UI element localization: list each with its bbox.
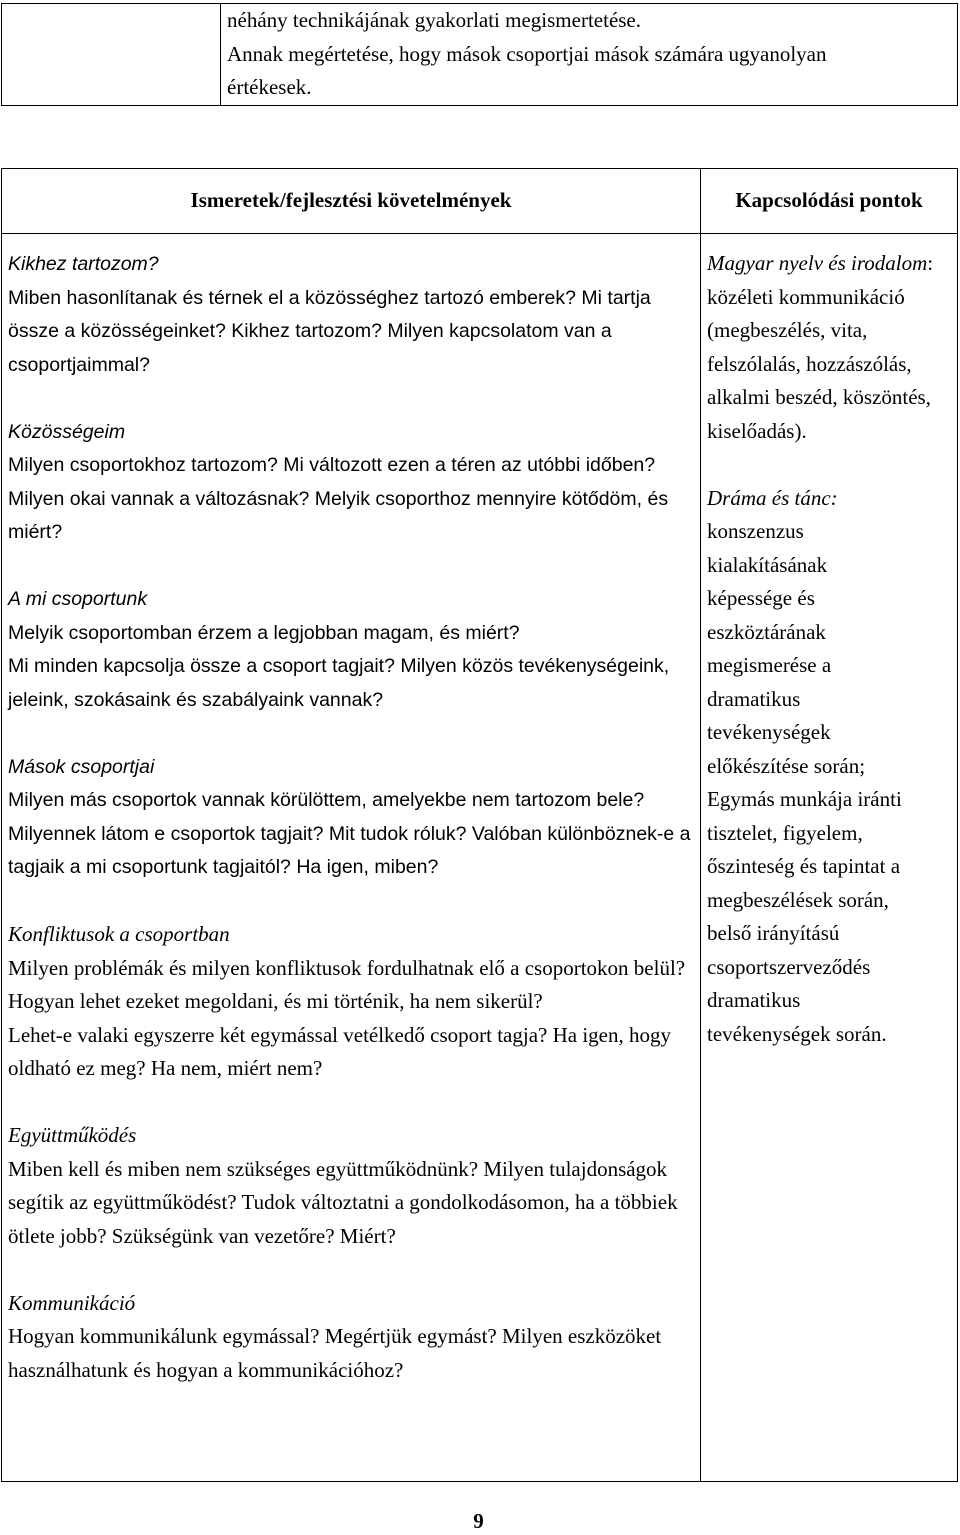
- drama-line-12: megbeszélések során,: [707, 887, 889, 912]
- drama-line-4: eszköztárának: [707, 619, 826, 644]
- drama-subject: Dráma és tánc:: [707, 485, 838, 510]
- drama-line-2: kialakításának: [707, 552, 828, 577]
- mi-csoportunk-body-1: Melyik csoportomban érzem a legjobban magam, és miért?: [8, 621, 520, 644]
- mi-csoportunk-title: A mi csoportunk: [8, 588, 148, 610]
- konfliktusok-body-1: Milyen problémák és milyen konfliktusok fordulhatnak elő a csoportokon belül? Hogyan lehet ezeket megoldani, és mi történik, ha nem sikerül?: [8, 955, 686, 1013]
- magyar-text: [707, 247, 951, 448]
- kommunikacio-body: Hogyan kommunikálunk egymással? Megértjük egymást? Milyen eszközöket használhatunk és hogyan a kommunikációhoz?: [8, 1324, 662, 1382]
- page-number: 9: [473, 1509, 484, 1533]
- kozossegeim-title: Közösségeim: [8, 420, 126, 443]
- drama-line-9: Egymás munkája iránti: [707, 787, 902, 811]
- block-kommunikacio: [8, 1287, 694, 1388]
- requirements-cell: [2, 234, 701, 1482]
- magyar-block: [707, 247, 951, 448]
- block-masok-csoportjai: [8, 751, 694, 885]
- block-intro: [8, 248, 694, 382]
- drama-line-10: tisztelet, figyelem,: [707, 820, 863, 845]
- drama-line-7: tevékenységek: [707, 720, 831, 744]
- connections-cell: [701, 234, 958, 1482]
- mi-csoportunk-body-2: Mi minden kapcsolja össze a csoport tagjait? Milyen közös tevékenységeink, jeleink, szokásaink és szabályaink vannak?: [8, 655, 670, 711]
- drama-line-15: dramatikus: [707, 988, 801, 1012]
- drama-line-8: előkészítése során;: [707, 753, 866, 778]
- top-line-1: néhány technikájának gyakorlati megismertetése.: [227, 8, 642, 32]
- konfliktusok-body-2: Lehet-e valaki egyszerre két egymással vetélkedő csoport tagja? Ha igen, hogy oldható ez meg? Ha nem, miért nem?: [8, 1022, 671, 1080]
- intro-title: Kikhez tartozom?: [8, 253, 159, 275]
- drama-block: [707, 482, 951, 1052]
- intro-body: Miben hasonlítanak és térnek el a közösséghez tartozó emberek? Mi tartja össze a közösségeinket? Kikhez tartozom? Milyen kapcsolatom van a csoportjaimmal?: [8, 286, 651, 376]
- top-line-3: értékesek.: [227, 75, 312, 99]
- drama-line-16: tevékenységek során.: [707, 1021, 887, 1046]
- header-right: Kapcsolódási pontok: [701, 169, 958, 234]
- magyar-subject: Magyar nyelv és irodalom: [707, 251, 928, 275]
- kozossegeim-body: Milyen csoportokhoz tartozom? Mi változott ezen a téren az utóbbi időben? Milyen okai vannak a változásnak? Melyik csoporthoz mennyire kötődöm, és miért?: [8, 454, 669, 543]
- masok-csoportjai-title: Mások csoportjai: [8, 755, 155, 778]
- block-kozossegeim: [8, 416, 694, 550]
- drama-line-1: konszenzus: [707, 519, 804, 543]
- top-table-text-cell: [221, 4, 958, 106]
- drama-line-13: belső irányítású: [707, 921, 840, 945]
- masok-csoportjai-body: Milyen más csoportok vannak körülöttem, amelyekbe nem tartozom bele? Milyennek látom e csoportok tagjait? Mit tudok róluk? Valóban különböznek-e a tagjaik a mi csoportunk tagjaitól? Ha igen, miben?: [8, 789, 691, 878]
- block-egyuttmukodes: [8, 1119, 694, 1253]
- egyuttmukodes-title: Együttműködés: [8, 1123, 137, 1147]
- header-left: Ismeretek/fejlesztési követelmények: [2, 169, 701, 234]
- top-table: [1, 3, 958, 106]
- drama-line-5: megismerése a: [707, 653, 832, 677]
- drama-line-6: dramatikus: [707, 686, 801, 711]
- egyuttmukodes-body: Miben kell és miben nem szükséges együttműködnünk? Milyen tulajdonságok segítik az együttműködést? Tudok változtatni a gondolkodásomon, ha a többiek ötlete jobb? Szükségünk van vezetőre? Miért?: [8, 1156, 678, 1248]
- drama-line-11: őszinteség és tapintat a: [707, 854, 901, 878]
- konfliktusok-title: Konfliktusok a csoportban: [8, 922, 230, 946]
- block-konfliktusok: [8, 918, 694, 1086]
- top-line-2: Annak megértetése, hogy mások csoportjai mások számára ugyanolyan: [227, 41, 827, 66]
- top-table-empty-cell: [2, 4, 221, 106]
- drama-line-3: képessége és: [707, 586, 815, 610]
- kommunikacio-title: Kommunikáció: [8, 1290, 136, 1315]
- drama-line-14: csoportszerveződés: [707, 954, 871, 979]
- block-mi-csoportunk: [8, 583, 694, 717]
- magyar-desc: : közéleti kommunikáció (megbeszélés, vita, felszólalás, hozzászólás, alkalmi beszéd, köszöntés, kiselőadás).: [707, 251, 934, 443]
- main-table: [1, 168, 958, 1482]
